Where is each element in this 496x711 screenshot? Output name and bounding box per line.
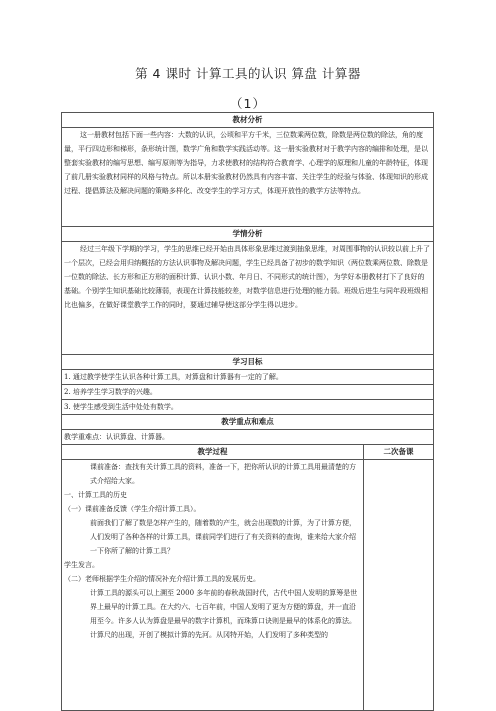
section-heading-jiaocai: 教材分析	[62, 113, 434, 128]
section-text-jiaocai: 这一册教材包括下面一些内容：大数的认识，公顷和平方千米，三位数乘两位数，除数是两位数的除法，角的度量，平行四边形和梯形，条形统计图，数学广角和数学实践活动等。这一册实验教材对于教学内容的编排和处理，是以整套实验教材的编写思想、编写原则等为指导，力求使教材的结构符合教育学、心理学的原理和儿童的年龄特征，体现了前几册实验教材同样的风格与特点。所以本册实验教材仍然具有内容丰富、关注学生的经验与体验、体现知识的形成过程、提倡算法及解决问题的策略多样化、改变学生的学习方式，体现开放性的教学方法等特点。	[62, 128, 434, 227]
learning-goal-2: 2. 培养学生学习数学的兴趣。	[62, 385, 434, 400]
second-prep-column	[364, 460, 434, 711]
process-line: 计算尺的出现，开创了模拟计算的先河。从冈特开始，人们发明了多种类型的	[90, 631, 328, 639]
process-line: 前面我们了解了数是怎样产生的，随着数的产生，就会出现数的计算，为了计算方便，人们发明了各种各样的计算工具，课前同学们进行了有关资料的查询，谁来给大家介绍一下你所了解的计算工具？	[90, 519, 356, 555]
lesson-plan-table	[61, 112, 434, 711]
section-heading-xueqing: 学情分析	[62, 227, 434, 242]
learning-goal-1: 1. 通过教学使学生认识各种计算工具，对算盘和计算器有一定的了解。	[62, 370, 434, 385]
process-line: 一、计算工具的历史	[64, 491, 127, 499]
process-line: 课前准备：查找有关计算工具的资料，准备一下，把你所认识的计算工具用最清楚的方式介绍给大家。	[90, 463, 356, 485]
section-heading-mubiao: 学习目标	[62, 355, 434, 370]
section-text-xueqing: 经过三年级下学期的学习，学生的思维已经开始由具体形象思维过渡到抽象思维，对周围事物的认识较以前上升了一个层次，已经会用归纳概括的方法认识事物及解决问题，学生已经具备了初步的数学知识（两位数乘两位数、除数是一位数的除法、长方形和正方形的面积计算、认识小数、年月日、不同形式的统计图），为学好本册教材打下了良好的基础。个别学生知识基础比较薄弱，表现在计算技能较差，对数学信息进行处理的能力弱。班级后进生与同年段班级相比也偏多，在做好课堂教学工作的同时，要通过辅导使这部分学生得以进步。	[62, 242, 434, 355]
process-line: 计算工具的源头可以上溯至 2000 多年前的春秋战国时代，古代中国人发明的算筹是世界上最早的计算工具。在大约六、七百年前，中国人发明了更为方便的算盘，并一直沿用至今。许多人认为算盘是最早的数字计算机，而珠算口诀则是最早的体系化的算法。	[90, 589, 358, 625]
process-line: 学生发言。	[64, 561, 99, 569]
process-line: （二）老师根据学生介绍的情况补充介绍计算工具的发展历史。	[64, 575, 260, 583]
key-points-text: 教学重难点：认识算盘、计算器。	[62, 430, 434, 445]
page-title: 第 4 课时 计算工具的认识 算盘 计算器	[135, 66, 361, 81]
section-heading-guocheng: 教学过程	[62, 445, 364, 460]
learning-goal-3: 3. 使学生感受到生活中处处有数学。	[62, 400, 434, 415]
teaching-process-body	[62, 460, 364, 711]
process-line: （一）课前准备反馈（学生介绍计算工具）。	[64, 505, 201, 513]
page-subtitle: （1）	[230, 96, 266, 111]
section-heading-second-prep: 二次备课	[364, 445, 434, 460]
section-heading-zhongdian: 教学重点和难点	[62, 415, 434, 430]
